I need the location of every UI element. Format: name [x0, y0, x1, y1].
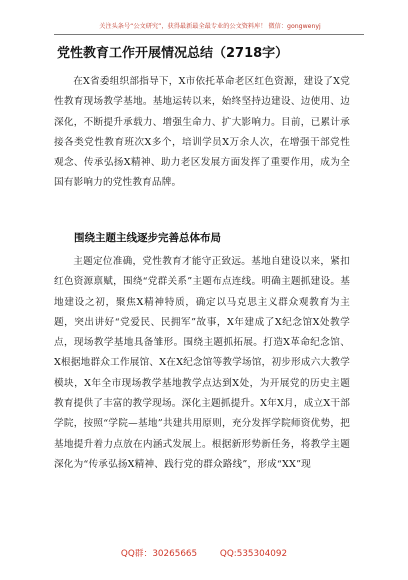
footer-qq: QQ:535304092	[219, 549, 288, 559]
section-heading: 围绕主题主线逐步完善总体布局	[74, 232, 221, 244]
document-title: 党性教育工作开展情况总结（2718字）	[57, 46, 289, 61]
paragraph-section-body: 主题定位准确，党性教育才能守正致远。基地自建设以来，紧扣红色资源禀赋，围绕“党群关系”主题布点连线。明确主题抓建设。基地建设之初，聚焦X精神特质，确定以马克思主义群众观教育为主题，突出讲好“党爱民、民拥军”故事，X年建成了X纪念馆X处教学点，现场教学基地具备雏形。围绕主题抓拓展。打造X革命纪念馆、X根据地群众工作展馆、X在X纪念馆等教学场馆，初步形成六大教学模块，X年全市现场教学基地教学点达到X处，为开展党的历史主题教育提供了丰富的教学现场。深化主题抓提升。X年X月，成立X干部学院，按照“学院—基地”共建共用原则，充分发挥学院师资优势，把基地提升着力点放在内涵式发展上。根据新形势新任务，将教学主题深化为“传承弘扬X精神、践行党的群众路线”，形成“XX”现	[54, 256, 350, 470]
header-note: 关注头条号“公文研究”，获得最新最全最专业的公文资料库！ 微信：gongwenyj	[99, 23, 321, 30]
paragraph-intro: 在X省委组织部指导下，X市依托革命老区红色资源，建设了X党性教育现场教学基地。基地运转以来，始终坚持边建设、边使用、边深化，不断提升承载力、增强生命力、扩大影响力。目前，已累计承接各类党性教育班次X多个，培训学员X万余人次，在增强干部党性观念、传承弘扬X精神、助力老区发展方面发挥了重要作用，成为全国有影响力的党性教育品牌。	[54, 76, 350, 189]
header-divider	[54, 34, 364, 35]
footer-qq-group: QQ群：30265665	[120, 549, 198, 559]
footer-contact	[0, 546, 408, 559]
